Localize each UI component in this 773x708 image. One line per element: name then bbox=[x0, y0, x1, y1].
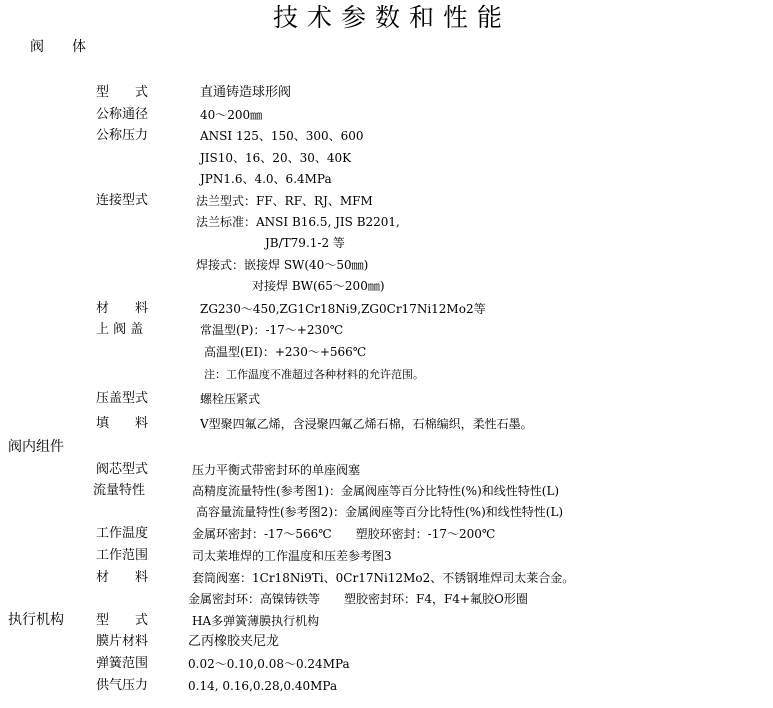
body-pn-value-2: JIS10、16、20、30、40K bbox=[200, 151, 352, 165]
body-dn-value: 40～200㎜ bbox=[200, 108, 263, 122]
body-dn-label: 公称通径 bbox=[96, 107, 149, 122]
actuator-supply-value: 0.14, 0.16,0.28,0.40MPa bbox=[188, 679, 338, 693]
body-gland-value: 螺栓压紧式 bbox=[200, 392, 261, 406]
actuator-supply-label: 供气压力 bbox=[96, 678, 149, 693]
actuator-spring-label: 弹簧范围 bbox=[96, 656, 149, 671]
internals-material-value-2: 金属密封环：高镍铸铁等 塑胶密封环：F4，F4+氟胶O形圈 bbox=[188, 592, 528, 606]
body-flange-standard-1: 法兰标准：ANSI B16.5, JIS B2201, bbox=[196, 215, 400, 229]
actuator-diaphragm-value: 乙丙橡胶夹尼龙 bbox=[188, 634, 280, 649]
body-pn-value-1: ANSI 125、150、300、600 bbox=[200, 129, 364, 143]
internals-temp-label: 工作温度 bbox=[96, 526, 149, 541]
body-flange-type: 法兰型式：FF、RF、RJ、MFM bbox=[196, 194, 373, 208]
body-bonnet-note: 注：工作温度不准超过各种材料的允许范围。 bbox=[204, 368, 424, 381]
body-material-value: ZG230～450,ZG1Cr18Ni9,ZG0Cr17Ni12Mo2等 bbox=[200, 302, 486, 316]
actuator-type-value: HA多弹簧薄膜执行机构 bbox=[192, 614, 320, 628]
body-weld-type-1: 焊接式：嵌接焊 SW(40～50㎜) bbox=[196, 258, 369, 272]
page-title: 技术参数和性能 bbox=[273, 3, 512, 32]
body-flange-standard-2: JB/T79.1-2 等 bbox=[265, 236, 345, 250]
section-actuator-heading: 执行机构 bbox=[8, 612, 64, 628]
actuator-spring-value: 0.02～0.10,0.08～0.24MPa bbox=[188, 657, 350, 671]
body-bonnet-normal: 常温型(P)：-17～+230℃ bbox=[200, 323, 344, 337]
body-bonnet-label: 上 阀 盖 bbox=[96, 322, 144, 337]
internals-material-value-1: 套筒阀塞：1Cr18Ni9Ti、0Cr17Ni12Mo2、不锈钢堆焊司太莱合金。 bbox=[192, 571, 575, 585]
body-weld-type-2: 对接焊 BW(65～200㎜) bbox=[252, 279, 385, 293]
internals-range-value: 司太莱堆焊的工作温度和压差参考图3 bbox=[192, 549, 392, 563]
internals-plug-label: 阀芯型式 bbox=[96, 462, 149, 477]
body-pn-label: 公称压力 bbox=[96, 128, 149, 143]
section-internals-heading: 阀内组件 bbox=[8, 439, 64, 455]
body-bonnet-high: 高温型(EI)：+230～+566℃ bbox=[204, 345, 367, 359]
internals-plug-value: 压力平衡式带密封环的单座阀塞 bbox=[192, 463, 361, 477]
internals-range-label: 工作范围 bbox=[96, 548, 149, 563]
body-pn-value-3: JPN1.6、4.0、6.4MPa bbox=[200, 172, 332, 186]
section-body-heading: 阀 体 bbox=[30, 39, 86, 55]
internals-flow-value-2: 高容量流量特性(参考图2)：金属阀座等百分比特性(%)和线性特性(L) bbox=[196, 505, 564, 519]
body-packing-value: V型聚四氟乙烯，含浸聚四氟乙烯石棉，石棉编织，柔性石墨。 bbox=[200, 417, 533, 431]
internals-flow-label: 流量特性 bbox=[93, 483, 146, 498]
body-connection-label: 连接型式 bbox=[96, 193, 149, 208]
actuator-type-label: 型 式 bbox=[96, 613, 149, 628]
body-material-label: 材 料 bbox=[96, 301, 149, 316]
body-packing-label: 填 料 bbox=[96, 416, 149, 431]
body-gland-label: 压盖型式 bbox=[96, 391, 149, 406]
internals-temp-value: 金属环密封：-17～566℃ 塑胶环密封：-17～200℃ bbox=[192, 527, 496, 541]
internals-flow-value-1: 高精度流量特性(参考图1)：金属阀座等百分比特性(%)和线性特性(L) bbox=[192, 484, 560, 498]
internals-material-label: 材 料 bbox=[96, 570, 149, 585]
actuator-diaphragm-label: 膜片材料 bbox=[96, 634, 149, 649]
body-type-value: 直通铸造球形阀 bbox=[200, 85, 292, 100]
body-type-label: 型 式 bbox=[96, 85, 149, 100]
